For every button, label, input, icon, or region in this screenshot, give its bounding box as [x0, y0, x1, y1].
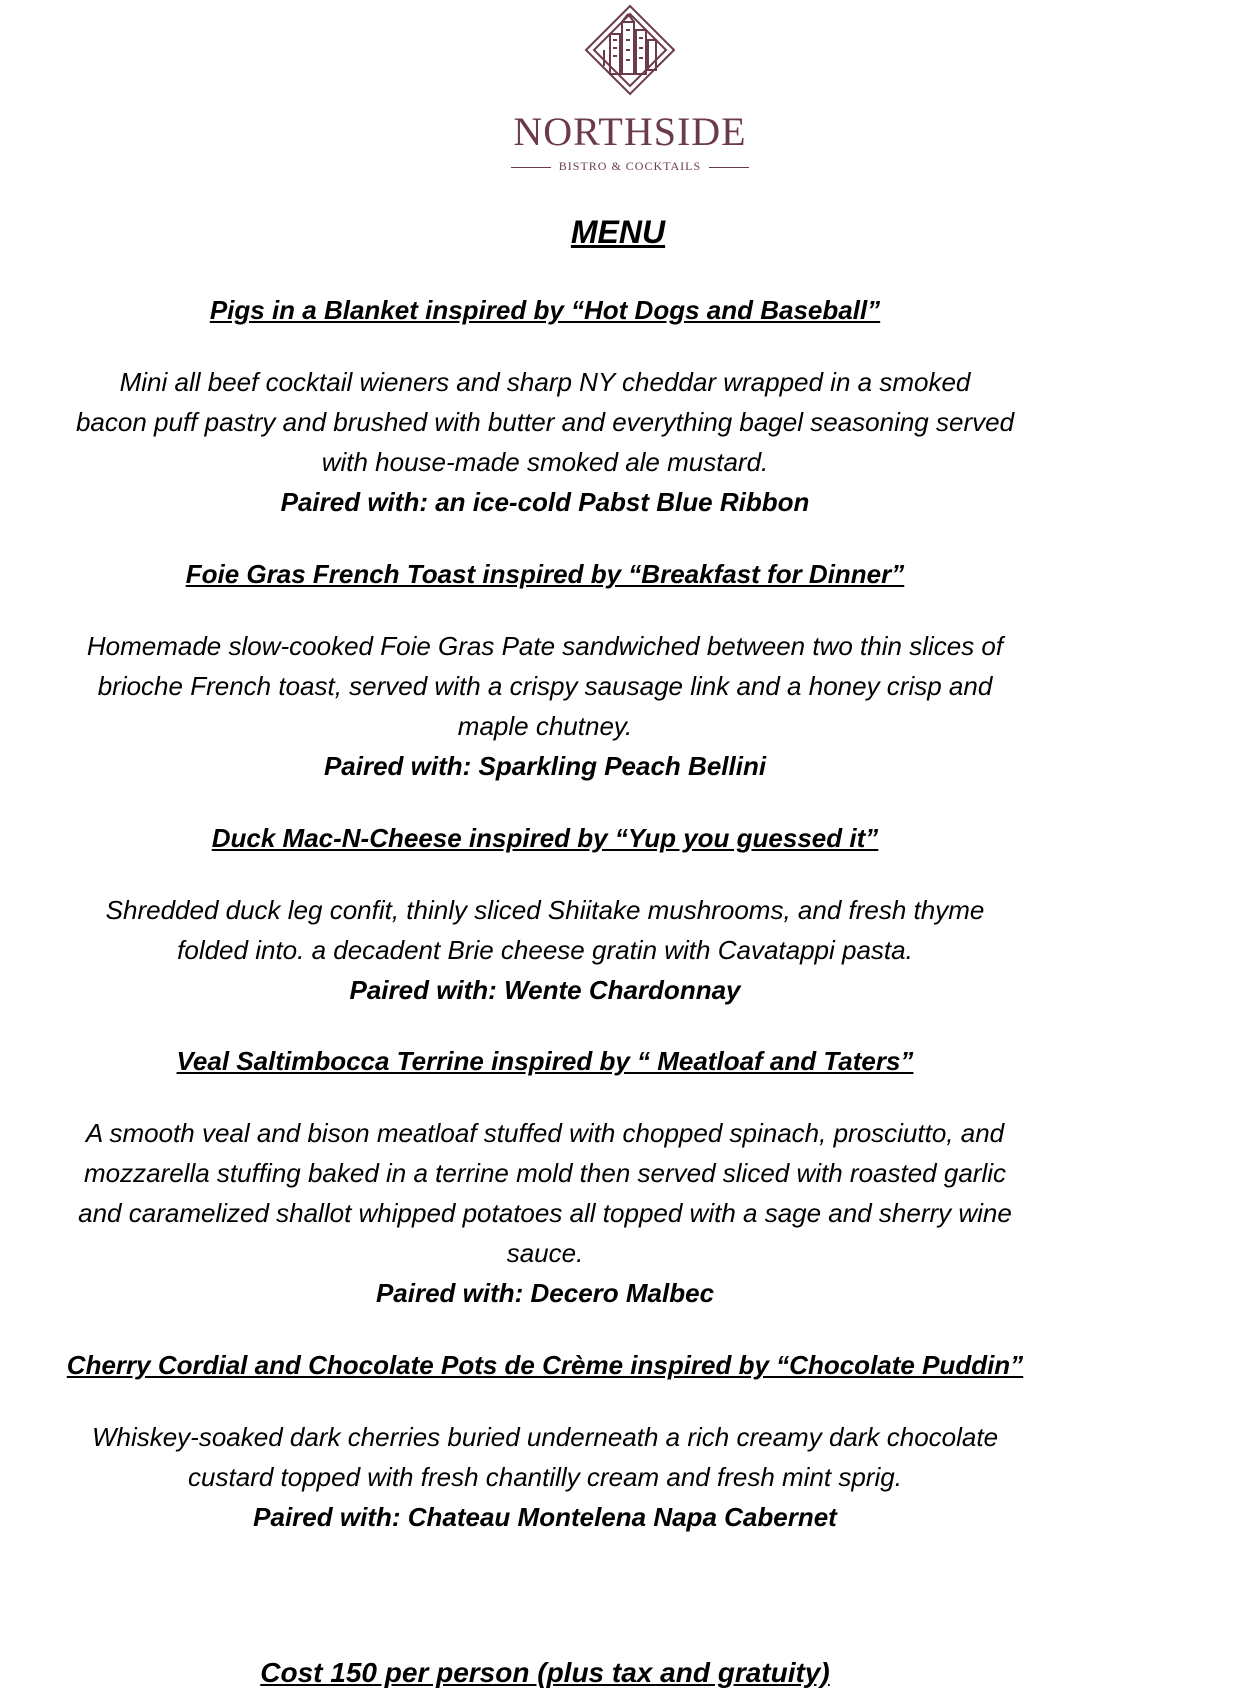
course-4-title: Veal Saltimbocca Terrine inspired by “ Meatloaf and Taters” [176, 1046, 914, 1076]
course-4-pairing: Paired with: Decero Malbec [375, 1278, 715, 1308]
course-5-desc-line-2: custard topped with fresh chantilly cream and fresh mint sprig. [188, 1462, 902, 1492]
course-2-title: Foie Gras French Toast inspired by “Breakfast for Dinner” [185, 559, 905, 589]
menu-cost: Cost 150 per person (plus tax and gratuity) [260, 1657, 830, 1688]
course-4-desc-line-4: sauce. [506, 1238, 584, 1268]
course-3-desc-line-2: folded into. a decadent Brie cheese gratin with Cavatappi pasta. [177, 935, 913, 965]
course-4-desc-line-1: A smooth veal and bison meatloaf stuffed with chopped spinach, prosciutto, and [85, 1118, 1005, 1148]
course-4-description [0, 1113, 1090, 1273]
course-3-pairing: Paired with: Wente Chardonnay [349, 975, 741, 1005]
menu-title: MENU [570, 214, 666, 250]
course-1-desc-line-3: with house-made smoked ale mustard. [321, 447, 769, 477]
course-2-desc-line-2: brioche French toast, served with a crispy sausage link and a honey crisp and [97, 671, 993, 701]
course-3-title: Duck Mac-N-Cheese inspired by “Yup you guessed it” [211, 823, 879, 853]
tagline-rule-left [511, 167, 551, 169]
brand-name: NORTHSIDE [513, 109, 747, 154]
course-5-description [0, 1417, 1090, 1497]
course-5-desc-line-1: Whiskey-soaked dark cherries buried underneath a rich creamy dark chocolate [91, 1422, 999, 1452]
course-3 [0, 820, 1090, 1010]
course-2-desc-line-3: maple chutney. [457, 711, 633, 741]
course-2-desc-line-1: Homemade slow-cooked Foie Gras Pate sandwiched between two thin slices of [86, 631, 1004, 661]
course-1-description [0, 362, 1090, 482]
course-5 [0, 1347, 1090, 1537]
course-1-desc-line-2: bacon puff pastry and brushed with butter and everything bagel seasoning served [75, 407, 1015, 437]
course-1 [0, 292, 1090, 522]
course-4-desc-line-2: mozzarella stuffing baked in a terrine mold then served sliced with roasted garlic [83, 1158, 1006, 1188]
course-2 [0, 556, 1090, 786]
course-3-description [0, 890, 1090, 970]
brand-tagline-text: BISTRO & COCKTAILS [558, 159, 702, 173]
course-4 [0, 1043, 1090, 1313]
tagline-rule-right [709, 167, 749, 169]
course-2-description [0, 626, 1090, 746]
course-1-desc-line-1: Mini all beef cocktail wieners and sharp NY cheddar wrapped in a smoked [119, 367, 971, 397]
course-2-pairing: Paired with: Sparkling Peach Bellini [323, 751, 767, 781]
course-1-pairing: Paired with: an ice-cold Pabst Blue Ribbon [280, 487, 810, 517]
course-3-desc-line-1: Shredded duck leg confit, thinly sliced Shiitake mushrooms, and fresh thyme [105, 895, 985, 925]
course-5-title: Cherry Cordial and Chocolate Pots de Crème inspired by “Chocolate Puddin” [66, 1350, 1024, 1380]
course-1-title: Pigs in a Blanket inspired by “Hot Dogs and Baseball” [209, 295, 881, 325]
brand-tagline [480, 158, 780, 174]
course-4-desc-line-3: and caramelized shallot whipped potatoes all topped with a sage and sherry wine [78, 1198, 1012, 1228]
course-5-pairing: Paired with: Chateau Montelena Napa Cabernet [253, 1502, 837, 1532]
